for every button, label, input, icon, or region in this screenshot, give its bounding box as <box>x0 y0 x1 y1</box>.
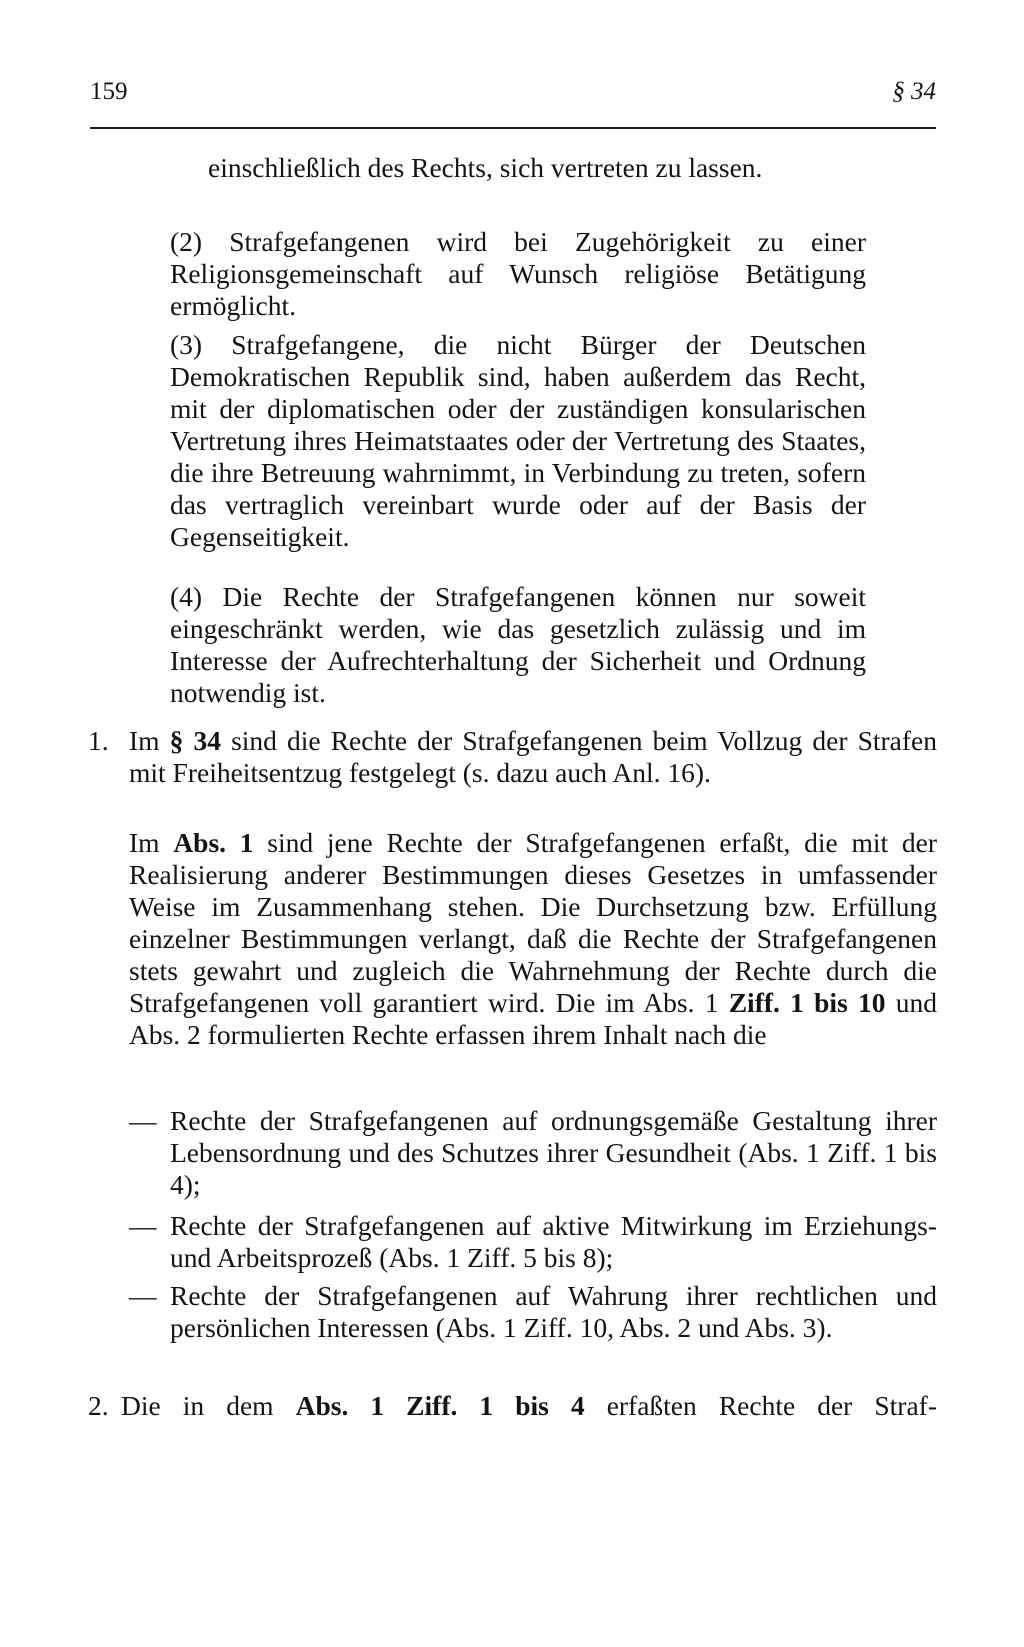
section-heading: § 34 <box>892 78 936 105</box>
commentary-1-intro <box>129 725 937 789</box>
law-paragraph-continuation: einschließlich des Rechts, sich vertreten zu lassen. <box>208 152 763 183</box>
header-rule <box>90 127 936 129</box>
bullet-dash: — <box>129 1105 157 1136</box>
commentary-1-body <box>129 827 937 1051</box>
bullet-dash: — <box>129 1280 157 1311</box>
text-run: Im <box>129 725 170 756</box>
commentary-number-1: 1. <box>88 725 109 756</box>
ziff-ref: Ziff. 1 bis 10 <box>728 987 886 1018</box>
law-paragraph-4: (4) Die Rechte der Strafgefangenen können nur soweit eingeschränkt werden, wie das gesetzlich zulässig und im Interesse der Aufrechterhaltung der Sicherheit und Ordnung notwendig ist. <box>170 581 866 708</box>
bullet-item: Rechte der Strafgefangenen auf aktive Mitwirkung im Erziehungs- und Arbeitsprozeß (Abs. 1 Ziff. 5 bis 8); <box>170 1210 937 1273</box>
section-ref: § 34 <box>169 725 221 756</box>
text-run: sind die Rechte der Strafgefangenen beim Vollzug der Strafen mit Freiheitsentzug festgelegt (s. dazu auch Anl. 16). <box>129 725 937 788</box>
bullet-item: Rechte der Strafgefangenen auf Wahrung ihrer rechtlichen und persönlichen Interessen (Abs. 1 Ziff. 10, Abs. 2 und Abs. 3). <box>170 1280 937 1343</box>
text-run: erfaßten Rechte der Straf- <box>584 1390 937 1421</box>
abs-ziff-ref: Abs. 1 Ziff. 1 bis 4 <box>295 1390 585 1421</box>
text-run: sind jene Rechte der Strafgefangenen erfaßt, die mit der Realisierung anderer Bestimmungen dieses Gesetzes in umfassender Weise im Zusammenhang stehen. Die Durchsetzung bzw. Erfüllung einzelner Bestimmungen verlangt, daß die Rechte der Strafgefangenen stets gewahrt und zugleich die Wahrnehmung der Rechte durch die Strafgefangenen voll garantiert wird. Die im Abs. 1 <box>129 827 937 1018</box>
law-paragraph-2: (2) Strafgefangenen wird bei Zugehörigkeit zu einer Religionsgemeinschaft auf Wunsch religiöse Betätigung ermöglicht. <box>170 226 866 321</box>
text-run: Im <box>129 827 174 858</box>
text-run: Die in dem <box>121 1390 296 1421</box>
bullet-item: Rechte der Strafgefangenen auf ordnungsgemäße Gestaltung ihrer Lebensordnung und des Schutzes ihrer Gesundheit (Abs. 1 Ziff. 1 bis 4); <box>170 1105 937 1200</box>
page-number: 159 <box>90 78 128 105</box>
commentary-2-text <box>121 1390 937 1422</box>
text-run: und Abs. 2 formulierten Rechte erfassen ihrem Inhalt nach die <box>129 987 938 1050</box>
law-paragraph-3: (3) Strafgefangene, die nicht Bürger der Deutschen Demokratischen Republik sind, haben außerdem das Recht, mit der diplomatischen oder der zuständigen konsularischen Vertretung ihres Heimatstaates oder der Vertretung des Staates, die ihre Betreuung wahrnimmt, in Verbindung zu treten, sofern das vertraglich vereinbart wurde oder auf der Basis der Gegenseitigkeit. <box>170 329 866 552</box>
commentary-number-2: 2. <box>88 1390 109 1421</box>
bullet-dash: — <box>129 1210 157 1241</box>
abs-ref: Abs. 1 <box>173 827 254 858</box>
